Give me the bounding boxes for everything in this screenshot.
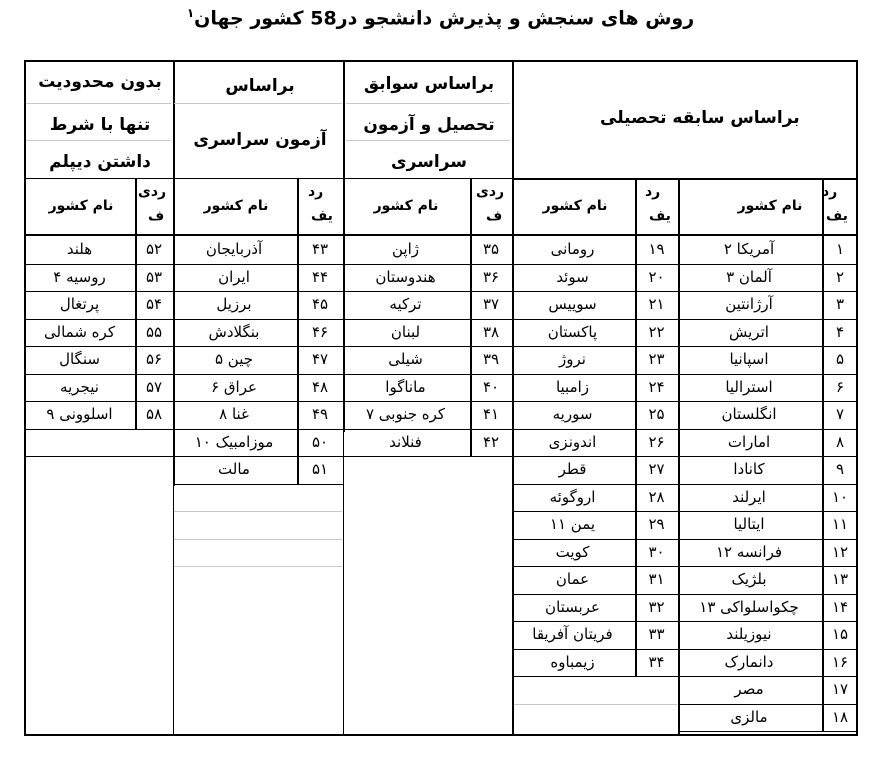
- header-divider: [512, 178, 858, 180]
- row-line: [173, 264, 343, 265]
- col5-radif-header-b: ف: [148, 208, 165, 224]
- row-line: [678, 539, 858, 540]
- col1-row-number: ۱۴: [831, 597, 849, 616]
- col1-country-name: مالزی: [730, 707, 768, 726]
- header-inner-line: [346, 103, 510, 104]
- col5-country-name: نیجریه: [60, 377, 99, 396]
- col1-country-name: چکواسلواکی ۱۳: [699, 597, 799, 616]
- row-line: [343, 429, 512, 430]
- row-line: [512, 291, 678, 292]
- header-divider-left: [26, 178, 512, 179]
- row-line: [343, 346, 512, 347]
- col1-country-name: نیوزیلند: [726, 625, 772, 643]
- row-line-empty: [174, 511, 342, 512]
- col2-country-name: زیمباوه: [550, 652, 595, 671]
- col2-row-number: ۲۰: [648, 267, 665, 286]
- col1-row-number: ۱: [835, 240, 845, 258]
- col4-row-number: ۴۵: [311, 295, 329, 313]
- col5-row-number: ۵۵: [145, 322, 163, 341]
- col4-country-header: نام کشور: [203, 198, 269, 214]
- col2-row-number: ۲۲: [648, 322, 665, 341]
- group-separator: [512, 62, 514, 736]
- col5-row-number: ۵۸: [145, 405, 163, 423]
- col1-country-name: فرانسه ۱۲: [715, 542, 783, 561]
- col2-country-name: کویت: [555, 542, 590, 561]
- col2-country-name: زامبیا: [555, 377, 590, 396]
- col2-country-header: نام کشور: [542, 198, 608, 214]
- col1-row-number: ۳: [835, 295, 845, 313]
- col1-radif-header-a: رد: [822, 184, 838, 200]
- row-line: [678, 511, 858, 512]
- row-line: [343, 264, 512, 265]
- col2-row-number: ۳۲: [648, 597, 665, 616]
- col2-country-name: قطر: [558, 460, 587, 478]
- col4-row-number: ۴۷: [311, 350, 329, 368]
- col1-country-name: آمریکا ۲: [723, 240, 775, 258]
- col1-row-number: ۱۷: [831, 680, 849, 698]
- col1-row-number: ۸: [835, 432, 845, 451]
- row-line: [678, 291, 858, 292]
- row-line: [512, 566, 678, 567]
- row-line: [26, 374, 173, 375]
- col1-country-name: امارات: [727, 432, 771, 451]
- row-line: [678, 456, 858, 457]
- col3-country-name: ژاپن: [391, 240, 419, 258]
- row-line: [26, 319, 173, 320]
- col1-country-name: آلمان ۳: [726, 267, 772, 286]
- col2-row-number: ۲۷: [648, 460, 665, 478]
- col4-country-name: ایران: [218, 267, 250, 286]
- col1-country-name: آرژانتین: [725, 295, 773, 313]
- col3-row-number: ۴۱: [482, 405, 500, 423]
- row-line: [512, 319, 678, 320]
- col4-row-number: ۵۱: [311, 460, 329, 478]
- row-line: [678, 649, 858, 650]
- col1-row-number: ۴: [835, 322, 845, 341]
- col1-country-name: ایرلند: [732, 487, 766, 506]
- row-line: [512, 429, 678, 430]
- title-footnote: ۱: [186, 6, 195, 20]
- row-line: [26, 264, 173, 265]
- col2-radif-header-a: رد: [645, 184, 661, 200]
- col4-country-name: مالت: [218, 460, 250, 478]
- row-line: [678, 374, 858, 375]
- col4-country-name: عراق ۶: [211, 377, 257, 396]
- col1-country-name: بلژیک: [731, 570, 767, 588]
- col5-row-number: ۵۳: [145, 267, 163, 286]
- col4-row-number: ۴۳: [311, 240, 329, 258]
- col3-row-number: ۳۵: [482, 240, 500, 258]
- col5-country-header: نام کشور: [48, 198, 114, 214]
- row-line: [512, 539, 678, 540]
- col4-country-name: برزیل: [216, 295, 252, 313]
- col3-row-number: ۴۰: [482, 377, 500, 396]
- group-separator-light: [173, 486, 174, 736]
- row-line: [678, 731, 858, 732]
- col3-row-number: ۳۷: [482, 295, 500, 313]
- col1-country-name: کانادا: [733, 460, 765, 478]
- col2-row-number: ۲۸: [648, 487, 665, 506]
- col1-country-name: انگلستان: [721, 405, 777, 423]
- col1-country-name: مصر: [734, 680, 764, 698]
- group-header-no-limit-l3: داشتن دیپلم: [49, 152, 151, 172]
- col4-country-name: موزامبیک ۱۰: [194, 432, 274, 451]
- col2-row-number: ۳۰: [648, 542, 665, 561]
- row-line: [173, 319, 343, 320]
- row-line-empty: [174, 566, 342, 567]
- group-header-national-exam-l1: براساس: [225, 76, 295, 96]
- col5-country-name: هلند: [66, 240, 93, 258]
- col3-country-name: شیلی: [388, 350, 423, 368]
- row-line: [512, 511, 678, 512]
- col4-radif-header-a: رد: [308, 184, 324, 200]
- col1-country-name: ایتالیا: [733, 515, 765, 533]
- row-line: [678, 429, 858, 430]
- col2-country-name: نروژ: [559, 350, 586, 368]
- col5-country-name: سنگال: [59, 350, 100, 368]
- col1-row-number: ۱۲: [831, 542, 849, 561]
- col2-country-name: یمن ۱۱: [549, 515, 596, 533]
- col4-row-number: ۵۰: [311, 432, 329, 451]
- col3-country-name: ترکیه: [389, 295, 422, 313]
- subheader-divider: [26, 234, 858, 236]
- col3-country-name: ماناگوا: [385, 377, 426, 396]
- row-line: [26, 346, 173, 347]
- col2-row-number: ۲۳: [648, 350, 665, 368]
- col2-country-name: سوئد: [556, 267, 589, 286]
- group-header-no-limit-l2: تنها با شرط: [49, 115, 151, 135]
- row-line: [678, 566, 858, 567]
- col1-radif-header-b: یف: [826, 208, 848, 224]
- row-line: [678, 594, 858, 595]
- col2-row-number: ۳۱: [648, 570, 665, 588]
- row-line: [512, 264, 678, 265]
- col2-row-number: ۲۶: [648, 432, 665, 451]
- col2-country-name: سوییس: [548, 295, 597, 313]
- row-line: [512, 649, 678, 650]
- row-line: [678, 484, 858, 485]
- col3-country-header: نام کشور: [373, 198, 439, 214]
- row-line: [512, 594, 678, 595]
- col1-country-name: دانمارک: [724, 652, 774, 671]
- group-header-record-and-exam-l1: براساس سوابق: [363, 74, 495, 94]
- col5-country-name: پرتغال: [59, 295, 100, 313]
- col4-country-name: چین ۵: [214, 350, 254, 368]
- row-line: [678, 621, 858, 622]
- col3-row-number: ۳۶: [482, 267, 500, 286]
- col2-row-number: ۲۱: [648, 295, 665, 313]
- row-line-empty: [514, 704, 677, 705]
- header-inner-line: [174, 103, 342, 104]
- col2-country-name: عمان: [555, 570, 590, 588]
- col4-radif-header-b: یف: [311, 208, 333, 224]
- title-text: روش های سنجش و پذیرش دانشجو در58 کشور جهان: [194, 7, 695, 30]
- col2-row-number: ۲۹: [648, 515, 665, 533]
- row-line: [678, 676, 858, 677]
- header-inner-line: [26, 140, 171, 141]
- col2-row-number: ۲۴: [648, 377, 665, 396]
- col4-row-number: ۴۹: [311, 405, 329, 423]
- col2-country-name: پاکستان: [547, 322, 598, 341]
- col1-row-number: ۱۳: [831, 570, 849, 588]
- col1-row-number: ۷: [835, 405, 845, 423]
- col2-country-name: عربستان: [545, 597, 600, 616]
- col5-country-name: کره شمالی: [44, 322, 115, 341]
- col3-radif-header-b: ف: [486, 208, 503, 224]
- row-line: [173, 456, 343, 457]
- col4-country-name: آذربایجان: [205, 240, 263, 258]
- row-line: [512, 456, 678, 457]
- row-line: [343, 291, 512, 292]
- col4-row-number: ۴۴: [311, 267, 329, 286]
- col1-row-number: ۶: [835, 377, 845, 396]
- col4-row-number: ۴۶: [311, 322, 329, 341]
- row-line: [512, 676, 678, 677]
- col1-row-number: ۲: [835, 267, 845, 286]
- row-line: [173, 374, 343, 375]
- row-line: [173, 346, 343, 347]
- col5-row-number: ۵۶: [145, 350, 163, 368]
- row-line: [26, 429, 173, 430]
- row-line: [512, 621, 678, 622]
- col1-row-number: ۱۱: [831, 515, 849, 533]
- col2-country-name: سوریه: [552, 405, 593, 423]
- header-inner-line: [346, 140, 510, 141]
- row-line: [512, 374, 678, 375]
- row-line: [26, 291, 173, 292]
- row-line: [678, 319, 858, 320]
- row-line: [173, 401, 343, 402]
- col2-row-number: ۱۹: [648, 240, 665, 258]
- row-line: [26, 401, 173, 402]
- col2-country-name: اروگوئه: [549, 487, 596, 506]
- row-line: [173, 291, 343, 292]
- col1-row-number: ۱۵: [831, 625, 849, 643]
- row-line: [512, 346, 678, 347]
- page-title: [0, 6, 881, 29]
- col1-country-header: نام کشور: [737, 198, 803, 214]
- col3-country-name: کره جنوبی ۷: [365, 405, 446, 423]
- col4-country-name: غنا ۸: [219, 405, 249, 423]
- col5-row-number: ۵۷: [145, 377, 163, 396]
- row-line: [678, 704, 858, 705]
- group-header-record-and-exam-l3: سراسری: [391, 152, 467, 172]
- col3-country-name: هندوستان: [375, 267, 436, 286]
- col2-country-name: فریتان آفریقا: [532, 625, 613, 643]
- group-header-national-exam-l2: آزمون سراسری: [193, 130, 327, 150]
- col5-row-number: ۵۲: [145, 240, 163, 258]
- row-line: [512, 484, 678, 485]
- group-separator: [173, 62, 175, 486]
- col2-country-name: رومانی: [550, 240, 595, 258]
- group-separator-light: [343, 432, 344, 736]
- group-header-no-limit-l1: بدون محدودیت: [38, 72, 162, 92]
- col1-row-number: ۵: [835, 350, 845, 368]
- col5-radif-header-a: ردی: [138, 184, 167, 200]
- col2-radif-header-b: یف: [649, 208, 671, 224]
- col1-row-number: ۱۶: [831, 652, 849, 671]
- col1-row-number: ۹: [835, 460, 845, 478]
- col3-radif-header-a: ردی: [476, 184, 505, 200]
- col2-row-number: ۲۵: [648, 405, 665, 423]
- row-line: [678, 346, 858, 347]
- row-line: [678, 401, 858, 402]
- group-separator: [343, 62, 345, 432]
- row-line: [343, 319, 512, 320]
- row-line: [343, 374, 512, 375]
- col3-row-number: ۴۲: [482, 432, 500, 451]
- row-line: [678, 264, 858, 265]
- row-line-empty: [174, 539, 342, 540]
- row-line: [512, 401, 678, 402]
- row-line: [26, 456, 173, 457]
- row-line: [173, 484, 343, 485]
- header-inner-line: [26, 103, 171, 104]
- col1-row-number: ۱۸: [831, 707, 849, 726]
- col1-country-name: استرالیا: [725, 377, 773, 396]
- col3-country-name: لبنان: [390, 322, 421, 341]
- col3-row-number: ۳۸: [482, 322, 500, 341]
- col5-row-number: ۵۴: [145, 295, 163, 313]
- col4-row-number: ۴۸: [311, 377, 329, 396]
- col5-country-name: روسیه ۴: [53, 267, 106, 286]
- row-line: [173, 429, 343, 430]
- row-line: [343, 456, 512, 457]
- col2-row-number: ۳۳: [648, 625, 665, 643]
- col-separator: [678, 178, 680, 736]
- col1-country-name: اسپانیا: [729, 350, 769, 368]
- row-line: [343, 401, 512, 402]
- col2-country-name: اندونزی: [548, 432, 597, 451]
- col3-country-name: فنلاند: [389, 432, 422, 451]
- col4-country-name: بنگلادش: [208, 322, 260, 341]
- col3-row-number: ۳۹: [482, 350, 500, 368]
- col1-country-name: اتریش: [729, 322, 769, 341]
- col1-row-number: ۱۰: [831, 487, 849, 506]
- col5-country-name: اسلوونی ۹: [46, 405, 113, 423]
- col2-row-number: ۳۴: [648, 652, 665, 671]
- group-header-academic-record: براساس سابقه تحصیلی: [600, 108, 800, 128]
- group-header-record-and-exam-l2: تحصیل و آزمون: [363, 115, 495, 135]
